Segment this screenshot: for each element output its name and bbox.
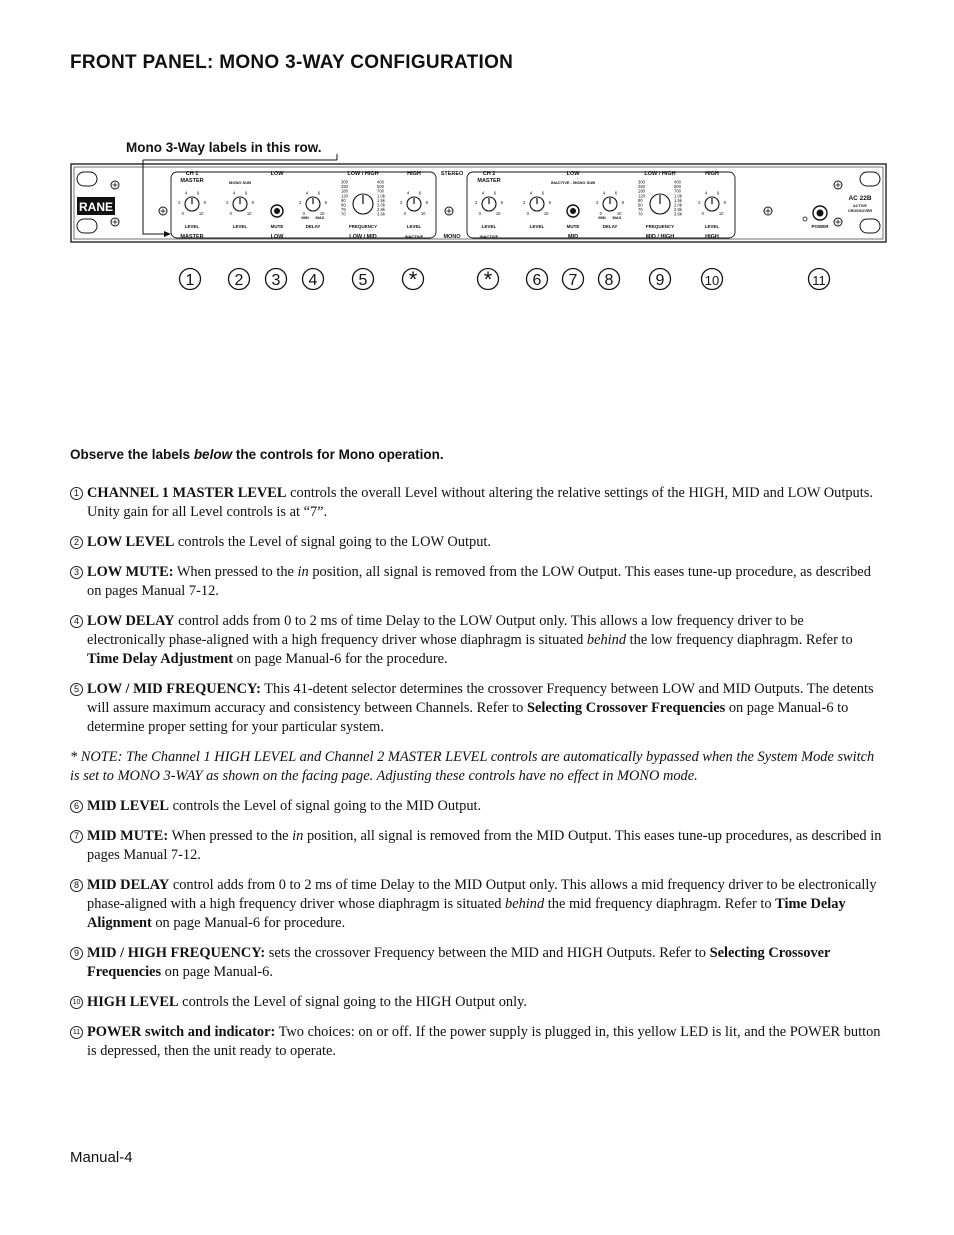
ch2-label: CH 2 xyxy=(482,171,496,177)
callout-number: 10 xyxy=(70,996,83,1009)
knob-scale-tick: 10 xyxy=(198,211,204,217)
high-top-label: HIGH xyxy=(705,171,719,177)
frequency-tick: 2.8k xyxy=(377,207,385,213)
rack-slot xyxy=(860,172,880,186)
frequency-tick: 90 xyxy=(638,197,643,203)
emphasis: in xyxy=(292,828,304,844)
frequency-tick: 1.5k xyxy=(674,197,682,203)
page-heading: FRONT PANEL: MONO 3-WAY CONFIGURATION xyxy=(70,52,514,73)
low-top-label: LOW xyxy=(270,171,284,177)
frequency-tick: 3.6k xyxy=(674,211,682,217)
callout-number: 3 xyxy=(70,566,83,579)
min-label: MIN xyxy=(301,215,309,220)
knob-scale-tick: 2 xyxy=(474,199,478,205)
frequency-tick: 180 xyxy=(341,188,348,194)
frequency-tick: 75 xyxy=(638,207,643,213)
stereo-label: STEREO xyxy=(440,171,464,177)
power-button-center xyxy=(817,210,824,217)
control-description-9: 9 MID / HIGH FREQUENCY: sets the crossover Frequency between the MID and HIGH Outputs. Refer to Selecting Crossover Frequencies on page Manual-6. xyxy=(70,944,882,982)
mono-mid-label: MID xyxy=(567,234,579,240)
knob-scale-tick: 6 xyxy=(418,190,422,196)
callout-number: 2 xyxy=(70,536,83,549)
control-description-3: 3 LOW MUTE: When pressed to the in position, all signal is removed from the LOW Output. This eases tune-up procedure, as described on pages Manual 7-12. xyxy=(70,563,882,601)
knob-scale-tick: 6 xyxy=(196,190,200,196)
knob-scale-tick: 10 xyxy=(495,211,501,217)
delay-label: DELAY xyxy=(305,224,321,229)
knob-scale-tick: 4 xyxy=(481,190,485,196)
knob-scale-tick: 0 xyxy=(701,211,704,217)
low-top-label: LOW xyxy=(566,171,580,177)
frequency-tick: 250 xyxy=(341,184,348,190)
reference-title: Time Delay Alignment xyxy=(87,896,846,931)
callout-number: 7 xyxy=(70,830,83,843)
control-name: POWER switch and indicator: xyxy=(87,1024,276,1040)
knob-scale-tick: 0 xyxy=(403,211,406,217)
knob-scale-tick: 2 xyxy=(225,199,229,205)
frequency-tick: 80 xyxy=(638,202,643,208)
frequency-tick: 3.6k xyxy=(377,211,385,217)
frequency-tick: 1.0k xyxy=(377,193,385,199)
knob-scale-tick: 8 xyxy=(203,199,207,205)
rack-slot xyxy=(860,219,880,233)
callout-label-10: 8 xyxy=(604,272,614,289)
ch1-label: CH 1 xyxy=(185,171,199,177)
mono-inactive-label: INACTIVE xyxy=(479,234,499,239)
control-description-7: 7 MID MUTE: When pressed to the in position, all signal is removed from the MID Output. This eases tune-up procedures, as described in pages Manual 7-12. xyxy=(70,827,882,865)
mono-low-label: LOW xyxy=(270,234,284,240)
rane-logo: RANE xyxy=(78,200,114,214)
callout-label-8: 6 xyxy=(532,272,542,289)
level-label: LEVEL xyxy=(406,224,422,229)
reference-title: Time Delay Adjustment xyxy=(87,651,234,667)
frequency-tick: 500 xyxy=(377,184,384,190)
callout-label-3: 3 xyxy=(271,272,281,289)
knob-scale-tick: 10 xyxy=(718,211,724,217)
control-description-6: 6 MID LEVEL controls the Level of signal going to the MID Output. xyxy=(70,797,882,816)
knob-scale-tick: 2 xyxy=(595,199,599,205)
knob-scale-tick: 4 xyxy=(602,190,606,196)
rack-slot xyxy=(77,219,97,233)
reference-title: Selecting Crossover Frequencies xyxy=(87,945,831,980)
knob-scale-tick: 4 xyxy=(232,190,236,196)
knob-scale-tick: 2 xyxy=(522,199,526,205)
knob-scale-tick: 6 xyxy=(541,190,545,196)
knob-scale-tick: 2 xyxy=(177,199,181,205)
control-name: MID DELAY xyxy=(87,877,170,893)
mute-button-center xyxy=(570,208,576,214)
control-descriptions xyxy=(70,484,882,1072)
control-description-2: 2 LOW LEVEL controls the Level of signal going to the LOW Output. xyxy=(70,533,882,552)
mono-inactive-label: INACTIVE xyxy=(404,234,424,239)
callout-label-1: 1 xyxy=(185,272,195,289)
frequency-tick: 70 xyxy=(341,211,346,217)
callout-label-6: * xyxy=(408,267,418,292)
knob-scale-tick: 8 xyxy=(500,199,504,205)
mono-label: MONO xyxy=(443,234,461,240)
page-footer: Manual-4 xyxy=(70,1149,133,1166)
control-description-5: 5 LOW / MID FREQUENCY: This 41-detent selector determines the crossover Frequency between LOW and MID Outputs. The detents will assure maximum accuracy and consistency between Channels. Refer to Selecting Crossover Frequencies on page Manual-6 to determine proper setting for your particular system. xyxy=(70,680,882,737)
mono-master-label: MASTER xyxy=(180,234,204,240)
knob-scale-tick: 2 xyxy=(298,199,302,205)
level-label: LEVEL xyxy=(481,224,497,229)
control-description-1: 1 CHANNEL 1 MASTER LEVEL controls the overall Level without altering the relative settings of the HIGH, MID and LOW Outputs. Unity gain for all Level controls is at “7”. xyxy=(70,484,882,522)
control-name: HIGH LEVEL xyxy=(87,994,179,1010)
low-high-top-label: LOW / HIGH xyxy=(347,171,379,177)
frequency-tick: 70 xyxy=(638,211,643,217)
knob-scale-tick: 10 xyxy=(543,211,549,217)
front-panel-diagram xyxy=(0,0,954,300)
control-description-10: 10 HIGH LEVEL controls the Level of signal going to the HIGH Output only. xyxy=(70,993,882,1012)
control-name: MID / HIGH FREQUENCY: xyxy=(87,945,266,961)
callout-number: 5 xyxy=(70,683,83,696)
model-sub-label: CROSSOVER xyxy=(847,209,873,213)
knob-scale-tick: 2 xyxy=(697,199,701,205)
frequency-tick: 400 xyxy=(674,179,681,185)
emphasis: behind xyxy=(505,896,545,912)
control-name: LOW MUTE: xyxy=(87,564,174,580)
emphasis: behind xyxy=(586,632,627,648)
knob-scale-tick: 6 xyxy=(244,190,248,196)
knob-scale-tick: 4 xyxy=(704,190,708,196)
model-label: AC 22B xyxy=(848,195,872,202)
callout-number: 9 xyxy=(70,947,83,960)
knob-scale-tick: 0 xyxy=(181,211,184,217)
callout-label-5: 5 xyxy=(358,272,368,289)
knob-scale-tick: 4 xyxy=(529,190,533,196)
high-top-label: HIGH xyxy=(407,171,421,177)
knob-scale-tick: 10 xyxy=(246,211,252,217)
level-label: LEVEL xyxy=(529,224,545,229)
frequency-tick: 300 xyxy=(638,179,645,185)
knob-scale-tick: 10 xyxy=(319,211,325,217)
low-high-top-label: LOW / HIGH xyxy=(644,171,676,177)
control-name: LOW / MID FREQUENCY: xyxy=(87,681,261,697)
knob-scale-tick: 8 xyxy=(621,199,625,205)
frequency-label: FREQUENCY xyxy=(645,224,675,229)
knob-scale-tick: 0 xyxy=(302,211,305,217)
knob-scale-tick: 6 xyxy=(317,190,321,196)
frequency-tick: 700 xyxy=(674,188,681,194)
knob-scale-tick: 4 xyxy=(305,190,309,196)
knob-scale-tick: 8 xyxy=(324,199,328,205)
frequency-tick: 500 xyxy=(674,184,681,190)
knob-scale-tick: 4 xyxy=(406,190,410,196)
control-name: CHANNEL 1 MASTER LEVEL xyxy=(87,485,287,501)
callout-label-13: 11 xyxy=(812,273,826,288)
inactive-mono-sub-label: INACTIVE - MONO SUB xyxy=(550,180,596,185)
callout-number: 1 xyxy=(70,487,83,500)
frequency-tick: 75 xyxy=(341,207,346,213)
frequency-tick: 300 xyxy=(341,179,348,185)
delay-label: DELAY xyxy=(602,224,618,229)
callout-number: 6 xyxy=(70,800,83,813)
callout-label-7: * xyxy=(483,267,493,292)
knob-scale-tick: 4 xyxy=(184,190,188,196)
mono-low-mid-label: LOW / MID xyxy=(349,234,377,240)
frequency-tick: 2.8k xyxy=(674,207,682,213)
level-label: LEVEL xyxy=(232,224,248,229)
knob-scale-tick: 6 xyxy=(493,190,497,196)
knob-scale-tick: 0 xyxy=(599,211,602,217)
power-label: POWER xyxy=(811,224,829,229)
control-name: LOW LEVEL xyxy=(87,534,175,550)
model-sub-label: ACTIVE xyxy=(853,204,867,208)
knob-scale-tick: 6 xyxy=(614,190,618,196)
ch1-master-top-label: MASTER xyxy=(180,178,204,184)
callout-number: 11 xyxy=(70,1026,83,1039)
knob-scale-tick: 10 xyxy=(420,211,426,217)
knob-scale-tick: 8 xyxy=(425,199,429,205)
knob-scale-tick: 8 xyxy=(548,199,552,205)
mute-label: MUTE xyxy=(270,224,284,229)
frequency-tick: 2.0k xyxy=(377,202,385,208)
control-description-4: 4 LOW DELAY control adds from 0 to 2 ms of time Delay to the LOW Output only. This allows a low frequency driver to be electronically phase-aligned with a high frequency driver whose diaphragm is situated behind the low frequency diaphragm. Refer to Time Delay Adjustment on page Manual-6 for the procedure. xyxy=(70,612,882,669)
control-name: MID MUTE: xyxy=(87,828,169,844)
min-label: MIN xyxy=(598,215,606,220)
knob-scale-tick: 0 xyxy=(526,211,529,217)
level-label: LEVEL xyxy=(184,224,200,229)
frequency-tick: 180 xyxy=(638,188,645,194)
knob-scale-tick: 10 xyxy=(616,211,622,217)
knob-scale-tick: 8 xyxy=(251,199,255,205)
mono-mid-high-label: MID / HIGH xyxy=(645,234,675,240)
max-label: MAX xyxy=(315,215,325,220)
frequency-tick: 250 xyxy=(638,184,645,190)
callout-label-9: 7 xyxy=(568,272,578,289)
frequency-tick: 120 xyxy=(638,193,645,199)
frequency-tick: 400 xyxy=(377,179,384,185)
frequency-tick: 700 xyxy=(377,188,384,194)
callout-label-2: 2 xyxy=(234,272,244,289)
frequency-tick: 120 xyxy=(341,193,348,199)
mono-note: * NOTE: The Channel 1 HIGH LEVEL and Channel 2 MASTER LEVEL controls are automatically bypassed when the System Mode switch is set to MONO 3-WAY as shown on the facing page. Adjusting these controls have no effect in MONO mode. xyxy=(70,749,875,784)
row-note: Mono 3-Way labels in this row. xyxy=(126,140,322,155)
mute-button-center xyxy=(274,208,280,214)
frequency-tick: 2.0k xyxy=(674,202,682,208)
callout-label-12: 10 xyxy=(704,273,720,288)
callout-label-4: 4 xyxy=(308,272,318,289)
knob-scale-tick: 6 xyxy=(716,190,720,196)
mono-sub-label: MONO SUB xyxy=(229,180,251,185)
frequency-tick: 1.5k xyxy=(377,197,385,203)
ch2-master-top-label: MASTER xyxy=(477,178,501,184)
callout-number: 4 xyxy=(70,615,83,628)
frequency-tick: 80 xyxy=(341,202,346,208)
knob-scale-tick: 0 xyxy=(478,211,481,217)
callout-label-11: 9 xyxy=(655,272,665,289)
mono-high-label: HIGH xyxy=(705,234,719,240)
control-description-11: 11 POWER switch and indicator: Two choices: on or off. If the power supply is plugged in, this yellow LED is lit, and the POWER button is depressed, then the unit ready to operate. xyxy=(70,1023,882,1061)
power-led xyxy=(803,217,807,221)
max-label: MAX xyxy=(612,215,622,220)
frequency-label: FREQUENCY xyxy=(348,224,378,229)
callout-number: 8 xyxy=(70,879,83,892)
knob-scale-tick: 0 xyxy=(229,211,232,217)
knob-scale-tick: 8 xyxy=(723,199,727,205)
frequency-tick: 1.0k xyxy=(674,193,682,199)
mute-label: MUTE xyxy=(566,224,580,229)
knob-scale-tick: 2 xyxy=(399,199,403,205)
observe-instruction: Observe the labels below the controls for Mono operation. xyxy=(70,447,444,462)
frequency-tick: 90 xyxy=(341,197,346,203)
rack-slot xyxy=(77,172,97,186)
reference-title: Selecting Crossover Frequencies xyxy=(526,700,726,716)
control-name: MID LEVEL xyxy=(87,798,169,814)
control-name: LOW DELAY xyxy=(87,613,175,629)
level-label: LEVEL xyxy=(704,224,720,229)
control-description-8: 8 MID DELAY control adds from 0 to 2 ms of time Delay to the MID Output only. This allows a mid frequency driver to be electronically phase-aligned with a high frequency driver whose diaphragm is situated behind the mid frequency diaphragm. Refer to Time Delay Alignment on page Manual-6 for procedure. xyxy=(70,876,882,933)
emphasis: in xyxy=(297,564,309,580)
